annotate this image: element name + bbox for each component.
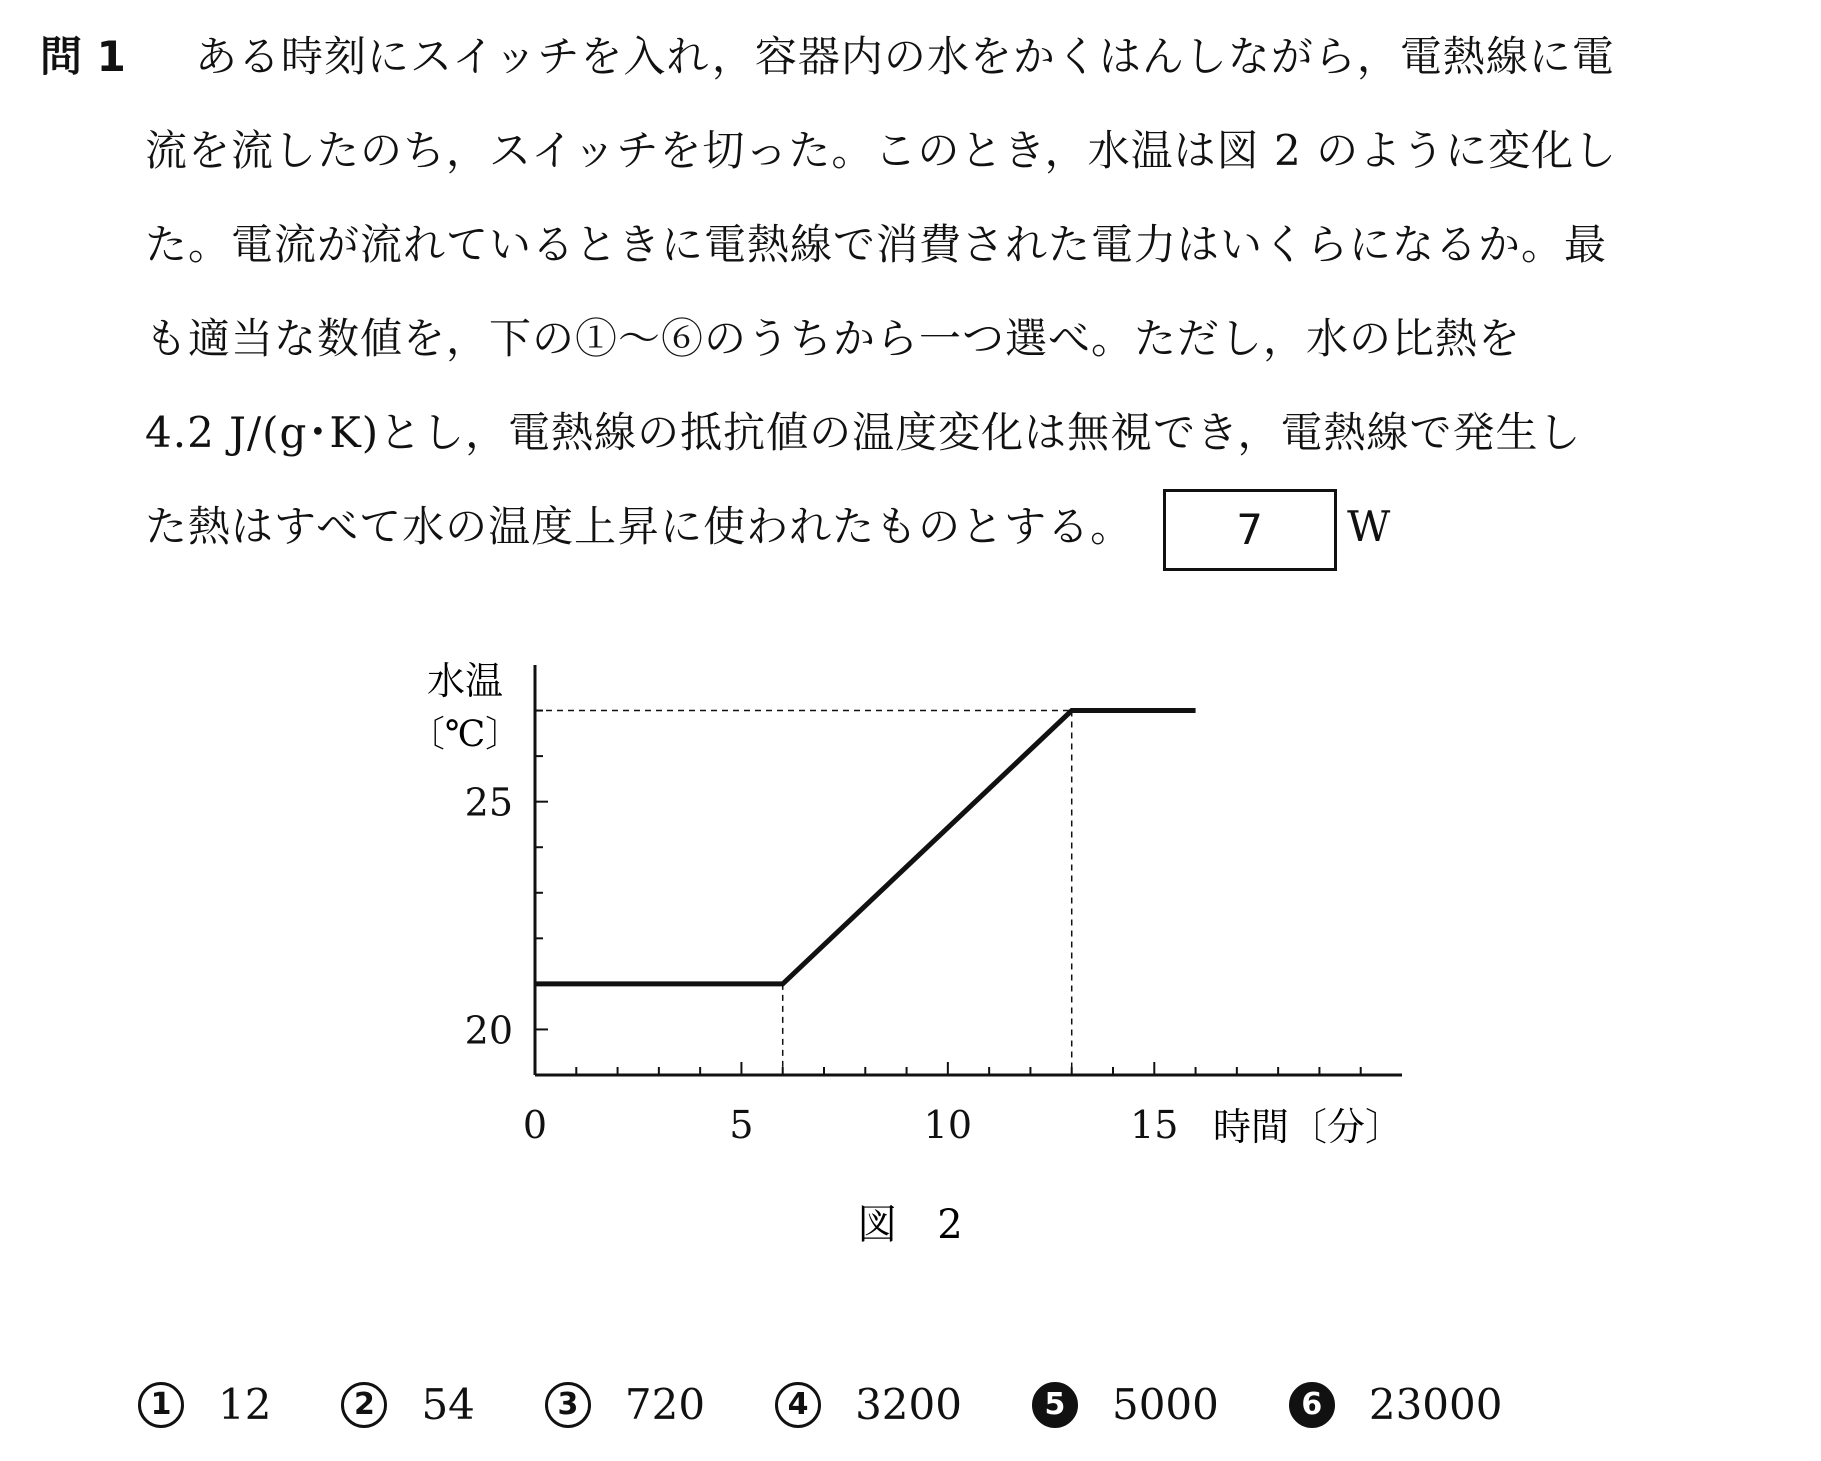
- series-line: [535, 711, 1196, 984]
- question-text: [145, 10, 1800, 574]
- choice-value: 5000: [1111, 1380, 1219, 1429]
- x-tick-label: 0: [522, 1103, 548, 1147]
- choice-value: 720: [624, 1380, 706, 1429]
- choice-number-icon: 4: [775, 1382, 821, 1428]
- y-axis-unit: 〔℃〕: [408, 714, 522, 755]
- choice-list: [138, 1380, 1572, 1429]
- y-tick-label: 25: [464, 780, 513, 825]
- answer-box[interactable]: 7: [1163, 489, 1337, 571]
- choice-2[interactable]: [341, 1380, 474, 1429]
- x-tick-label: 5: [729, 1103, 754, 1147]
- choice-value: 54: [421, 1380, 475, 1429]
- x-tick-label: 10: [923, 1103, 973, 1147]
- choice-number-icon: 6: [1289, 1382, 1335, 1428]
- x-tick-label: 15: [1130, 1103, 1179, 1147]
- question-line: も適当な数値を，下の①～⑥のうちから一つ選べ。ただし，水の比熱を: [145, 314, 1522, 363]
- figure-caption: 図 2: [857, 1202, 963, 1248]
- choice-value: 23000: [1368, 1380, 1503, 1429]
- choice-4[interactable]: [775, 1380, 962, 1429]
- choice-number-icon: 1: [138, 1382, 184, 1428]
- choice-number-icon: 2: [341, 1382, 387, 1428]
- choice-3[interactable]: [545, 1380, 705, 1429]
- choice-6[interactable]: [1289, 1380, 1503, 1429]
- choice-value: 12: [218, 1380, 272, 1429]
- choice-number-icon: 3: [545, 1382, 591, 1428]
- question-block: [40, 10, 1800, 574]
- choice-1[interactable]: [138, 1380, 271, 1429]
- question-line: 4.2 J/(g･K)とし，電熱線の抵抗値の温度変化は無視でき，電熱線で発生し: [145, 408, 1582, 457]
- y-axis-label: 水温: [426, 659, 504, 703]
- choice-number-icon: 5: [1032, 1382, 1078, 1428]
- choice-value: 3200: [855, 1380, 962, 1429]
- question-line: た熱はすべて水の温度上昇に使われたものとする。: [145, 502, 1134, 551]
- choice-5[interactable]: [1032, 1380, 1219, 1429]
- x-axis-label: 時間〔分〕: [1213, 1105, 1404, 1149]
- y-tick-label: 20: [464, 1008, 513, 1053]
- question-label: 問 1: [40, 32, 126, 81]
- answer-unit: W: [1347, 502, 1392, 551]
- question-line: 流を流したのち，スイッチを切った。このとき，水温は図 2 のように変化し: [145, 126, 1618, 175]
- question-line-last: [145, 480, 1800, 574]
- question-line: た。電流が流れているときに電熱線で消費された電力はいくらになるか。最: [145, 220, 1608, 269]
- question-line: ある時刻にスイッチを入れ，容器内の水をかくはんしながら，電熱線に電: [195, 32, 1615, 81]
